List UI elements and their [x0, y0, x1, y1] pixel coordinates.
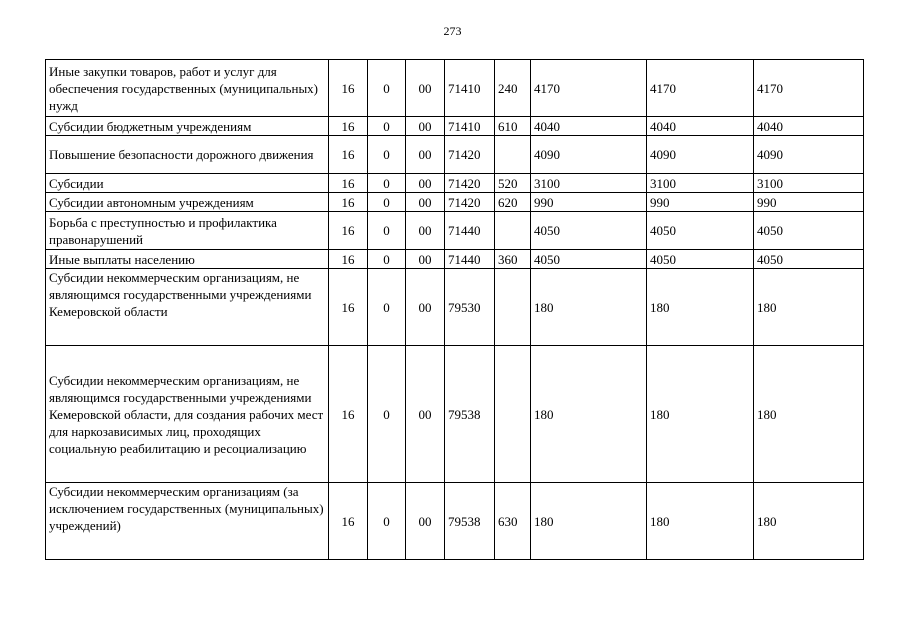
target-code: 79530: [445, 269, 495, 346]
amount-year-1: 180: [531, 269, 647, 346]
expense-type-code: 630: [495, 483, 531, 560]
expense-type-code: 360: [495, 250, 531, 269]
amount-year-3: 180: [754, 269, 864, 346]
amount-year-1: 180: [531, 483, 647, 560]
amount-year-2: 4090: [647, 136, 754, 174]
section-code: 16: [329, 212, 368, 250]
program-code: 00: [406, 269, 445, 346]
row-name: Субсидии: [46, 174, 329, 193]
subsection-code: 0: [368, 174, 406, 193]
row-name: Субсидии некоммерческим организациям, не являющимся государственными учреждениями Кемеровской области: [46, 269, 329, 346]
table-row: [46, 346, 864, 483]
row-name: Субсидии бюджетным учреждениям: [46, 117, 329, 136]
row-name: Повышение безопасности дорожного движения: [46, 136, 329, 174]
section-code: 16: [329, 60, 368, 117]
amount-year-1: 990: [531, 193, 647, 212]
target-code: 71410: [445, 60, 495, 117]
subsection-code: 0: [368, 346, 406, 483]
section-code: 16: [329, 193, 368, 212]
amount-year-1: 3100: [531, 174, 647, 193]
row-name: Борьба с преступностью и профилактика правонарушений: [46, 212, 329, 250]
program-code: 00: [406, 136, 445, 174]
subsection-code: 0: [368, 212, 406, 250]
expense-type-code: [495, 136, 531, 174]
expense-type-code: [495, 346, 531, 483]
amount-year-2: 4170: [647, 60, 754, 117]
target-code: 71420: [445, 174, 495, 193]
target-code: 71440: [445, 250, 495, 269]
target-code: 71420: [445, 136, 495, 174]
program-code: 00: [406, 193, 445, 212]
amount-year-1: 4050: [531, 250, 647, 269]
subsection-code: 0: [368, 250, 406, 269]
target-code: 71440: [445, 212, 495, 250]
subsection-code: 0: [368, 136, 406, 174]
amount-year-3: 3100: [754, 174, 864, 193]
amount-year-1: 4040: [531, 117, 647, 136]
page-number: 273: [443, 24, 462, 38]
table-body: [46, 60, 864, 560]
row-name: Субсидии некоммерческим организациям (за исключением государственных (муниципальных) учреждений): [46, 483, 329, 560]
amount-year-1: 4050: [531, 212, 647, 250]
table-row: [46, 483, 864, 560]
amount-year-3: 4050: [754, 212, 864, 250]
row-name: Иные закупки товаров, работ и услуг для обеспечения государственных (муниципальных) нужд: [46, 60, 329, 117]
row-name: Субсидии автономным учреждениям: [46, 193, 329, 212]
amount-year-3: 4090: [754, 136, 864, 174]
amount-year-2: 3100: [647, 174, 754, 193]
table-row: [46, 174, 864, 193]
amount-year-2: 180: [647, 483, 754, 560]
program-code: 00: [406, 174, 445, 193]
section-code: 16: [329, 117, 368, 136]
target-code: 79538: [445, 483, 495, 560]
program-code: 00: [406, 212, 445, 250]
section-code: 16: [329, 269, 368, 346]
program-code: 00: [406, 483, 445, 560]
expense-type-code: [495, 212, 531, 250]
amount-year-3: 4170: [754, 60, 864, 117]
section-code: 16: [329, 136, 368, 174]
section-code: 16: [329, 174, 368, 193]
amount-year-3: 4050: [754, 250, 864, 269]
section-code: 16: [329, 483, 368, 560]
amount-year-1: 4170: [531, 60, 647, 117]
table-row: [46, 136, 864, 174]
table-row: [46, 269, 864, 346]
table-row: [46, 212, 864, 250]
amount-year-2: 180: [647, 269, 754, 346]
section-code: 16: [329, 346, 368, 483]
amount-year-2: 4050: [647, 250, 754, 269]
amount-year-2: 4050: [647, 212, 754, 250]
target-code: 71420: [445, 193, 495, 212]
target-code: 71410: [445, 117, 495, 136]
row-name: Субсидии некоммерческим организациям, не являющимся государственными учреждениями Кемеровской области, для создания рабочих мест для наркозависимых лиц, проходящих социальную реабилитацию и ресоциализацию: [46, 346, 329, 483]
subsection-code: 0: [368, 117, 406, 136]
expense-type-code: 610: [495, 117, 531, 136]
table-row: [46, 193, 864, 212]
program-code: 00: [406, 346, 445, 483]
budget-table: [45, 59, 864, 560]
expense-type-code: 240: [495, 60, 531, 117]
program-code: 00: [406, 117, 445, 136]
program-code: 00: [406, 250, 445, 269]
amount-year-2: 180: [647, 346, 754, 483]
subsection-code: 0: [368, 483, 406, 560]
amount-year-3: 4040: [754, 117, 864, 136]
subsection-code: 0: [368, 60, 406, 117]
amount-year-1: 4090: [531, 136, 647, 174]
table-row: [46, 117, 864, 136]
program-code: 00: [406, 60, 445, 117]
amount-year-3: 990: [754, 193, 864, 212]
amount-year-3: 180: [754, 483, 864, 560]
section-code: 16: [329, 250, 368, 269]
amount-year-3: 180: [754, 346, 864, 483]
amount-year-2: 4040: [647, 117, 754, 136]
expense-type-code: 620: [495, 193, 531, 212]
subsection-code: 0: [368, 193, 406, 212]
subsection-code: 0: [368, 269, 406, 346]
expense-type-code: 520: [495, 174, 531, 193]
amount-year-2: 990: [647, 193, 754, 212]
expense-type-code: [495, 269, 531, 346]
row-name: Иные выплаты населению: [46, 250, 329, 269]
table-row: [46, 60, 864, 117]
table-row: [46, 250, 864, 269]
amount-year-1: 180: [531, 346, 647, 483]
target-code: 79538: [445, 346, 495, 483]
